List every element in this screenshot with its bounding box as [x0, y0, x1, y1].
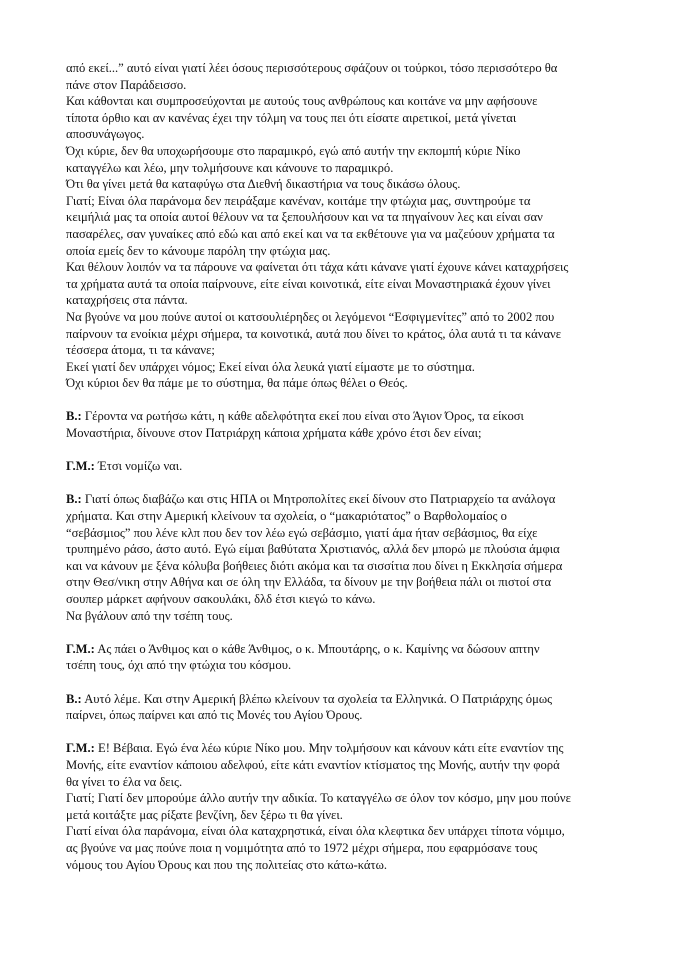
speaker-label: Β.:: [66, 492, 82, 507]
paragraph: [66, 60, 632, 392]
text-line: [66, 209, 632, 226]
line-text: κειμήλιά μας τα οποία αυτοί θέλουν να τα ξεπουλήσουν και να τα πηγαίνουν λες και είναι σαν: [66, 210, 543, 225]
line-text: πάνε στον Παράδεισσο.: [66, 77, 187, 92]
text-line: [66, 707, 632, 724]
text-line: [66, 558, 632, 575]
text-line: [66, 176, 632, 193]
paragraph-gap: [66, 724, 632, 741]
line-text: και να κάνουν με ξένα κόλυβα βοήθειες διότι ακόμα και τα σισσίτια που δίνει η Εκκλησία σήμερα: [66, 558, 563, 573]
line-text: Ότι θα γίνει μετά θα καταφύγω στα Διεθνή δικαστήρια να τους δικάσω όλους.: [66, 177, 461, 192]
text-line: [66, 857, 632, 874]
line-text: Και κάθονται και συμπροσεύχονται με αυτούς τους ανθρώπους και κοιτάνε να μην αφήσουνε: [66, 94, 538, 109]
document-body: [66, 60, 632, 873]
line-text: από εκεί...” αυτό είναι γιατί λέει όσους περισσότερους σφάζουν οι τούρκοι, τόσο περισσότερο θα: [66, 61, 558, 75]
text-line: [66, 823, 632, 840]
text-line: [66, 807, 632, 824]
text-line: [66, 93, 632, 110]
line-text: ας βγούνε να μας πούνε ποια η νομιμότητα από το 1972 μέχρι σήμερα, που εφαρμόσανε τους: [66, 840, 538, 855]
line-text: Εκεί γιατί δεν υπάρχει νόμος; Εκεί είναι όλα λευκά γιατί είμαστε με το σύστημα.: [66, 359, 475, 374]
text-line: [66, 641, 632, 658]
text-line: [66, 126, 632, 143]
text-line: [66, 425, 632, 442]
text-line: [66, 657, 632, 674]
line-text: Μονής, είτε εναντίον κάποιου αδελφού, είτε κάτι εναντίον κτίσματος της Μονής, αυτήν την φορά: [66, 757, 560, 772]
text-line: [66, 276, 632, 293]
paragraph-gap: [66, 475, 632, 492]
text-line: [66, 591, 632, 608]
text-line: [66, 193, 632, 210]
paragraph: [66, 458, 632, 475]
line-text: καταγγέλω και λέω, μην τολμήσουνε και κάνουνε το παραμικρό.: [66, 160, 394, 175]
paragraph: [66, 408, 632, 441]
text-line: [66, 226, 632, 243]
text-line: [66, 292, 632, 309]
paragraph: [66, 641, 632, 674]
speaker-label: Γ.Μ.:: [66, 459, 95, 474]
paragraph-gap: [66, 624, 632, 641]
line-text: Ε! Βέβαια. Εγώ ένα λέω κύριε Νίκο μου. Μην τολμήσουν και κάνουν κάτι είτε εναντίον της: [94, 741, 564, 756]
paragraph: [66, 491, 632, 624]
text-line: [66, 309, 632, 326]
text-line: [66, 243, 632, 260]
line-text: Γιατί είναι όλα παράνομα, είναι όλα καταχρηστικά, είναι όλα κλεφτικα δεν υπάρχει τίποτα νόμιμο,: [66, 824, 565, 839]
text-line: [66, 740, 632, 757]
line-text: Γιατί; Είναι όλα παράνομα δεν πειράξαμε κανέναν, κοιτάμε την φτώχια μας, συντηρούμε τα: [66, 193, 531, 208]
line-text: Γέροντα να ρωτήσω κάτι, η κάθε αδελφότητα εκεί που είναι στο Άγιον Όρος, τα είκοσι: [81, 409, 524, 424]
line-text: Ας πάει ο Άνθιμος και ο κάθε Άνθιμος, ο κ. Μπουτάρης, ο κ. Καμίνης να δώσουν απτην: [94, 641, 540, 656]
line-text: Και θέλουν λοιπόν να τα πάρουνε να φαίνεται ότι τάχα κάτι κάνανε γιατί έχουνε κάνει καταχρήσεις: [66, 260, 569, 275]
line-text: τα χρήματα αυτά τα οποία παίρνουνε, είτε είναι κοινοτικά, είτε είναι Μοναστηριακά έχουν γίνει: [66, 276, 551, 291]
text-line: [66, 491, 632, 508]
line-text: πασαρέλες, σαν γυναίκες από εδώ και από εκεί και να τα εκθέτουνε για να μαζεύουν χρήματα τα: [66, 226, 555, 241]
text-line: [66, 840, 632, 857]
text-line: [66, 574, 632, 591]
text-line: [66, 342, 632, 359]
line-text: παίρνουν τα ενοίκια μέχρι σήμερα, τα κοινοτικά, αυτά που δίνει το κράτος, όλα αυτά τι τα κάνανε: [66, 326, 562, 341]
speaker-label: Γ.Μ.:: [66, 641, 95, 656]
line-text: σουπερ μάρκετ αφήνουν σακουλάκι, δλδ έτσι κιεγώ το κάνω.: [66, 592, 376, 606]
line-text: καταχρήσεις στα πάντα.: [66, 293, 188, 308]
line-text: Να βγούνε να μου πούνε αυτοί οι κατσουλιέρηδες οι λεγόμενοι “Εσφιγμενίτες” από το 2002 που: [66, 309, 555, 324]
speaker-label: Β.:: [66, 691, 82, 706]
text-line: [66, 77, 632, 94]
paragraph: [66, 740, 632, 873]
text-line: [66, 458, 632, 475]
text-line: [66, 110, 632, 127]
line-text: στην Θεσ/νικη στην Αθήνα και σε όλη την Ελλάδα, τα δίνουν με την βοήθεια πάλι οι πιστοί στα: [66, 575, 552, 590]
text-line: [66, 508, 632, 525]
paragraph: [66, 691, 632, 724]
line-text: παίρνει, όπως παίρνει και από τις Μονές του Αγίου Όρους.: [66, 708, 363, 723]
text-line: [66, 326, 632, 343]
text-line: [66, 408, 632, 425]
line-text: μετά κοιτάξτε μας ρίξατε βενζίνη, δεν ξέρω τι θα γίνει.: [66, 807, 343, 822]
line-text: νόμους του Αγίου Όρους και που της πολιτείας στο κάτω-κάτω.: [66, 857, 388, 872]
speaker-label: Γ.Μ.:: [66, 741, 95, 756]
line-text: Έτσι νομίζω ναι.: [94, 459, 183, 474]
text-line: [66, 160, 632, 177]
line-text: τρυπημένο ράσο, άστο αυτό. Εγώ είμαι βαθύτατα Χριστιανός, αλλά δεν μπορώ με πλούσια άμφια: [66, 542, 560, 557]
text-line: [66, 143, 632, 160]
line-text: Να βγάλουν από την τσέπη τους.: [66, 608, 233, 623]
text-line: [66, 691, 632, 708]
text-line: [66, 541, 632, 558]
text-line: [66, 757, 632, 774]
line-text: Αυτό λέμε. Και στην Αμερική βλέπω κλείνουν τα σχολεία τα Ελληνικά. Ο Πατριάρχης όμως: [81, 691, 553, 706]
line-text: τσέπη τους, όχι από την φτώχια του κόσμου.: [66, 658, 292, 673]
text-line: [66, 60, 632, 77]
line-text: αποσυνάγωγος.: [66, 127, 145, 142]
line-text: Γιατί; Γιατί δεν μπορούμε άλλο αυτήν την αδικία. Το καταγγέλω σε όλον τον κόσμο, μην μου πούνε: [66, 791, 571, 806]
line-text: “σεβάσμιος” που λένε κλπ που δεν τον λέω εγώ σεβάσμιο, γιατί άμα ήταν σεβάσμιος, θα είχε: [66, 525, 538, 540]
line-text: Όχι κύριε, δεν θα υποχωρήσουμε στο παραμικρό, εγώ από αυτήν την εκπομπή κύριε Νίκο: [66, 143, 521, 158]
line-text: θα γίνει το έλα να δεις.: [66, 774, 183, 789]
line-text: Όχι κύριοι δεν θα πάμε με το σύστημα, θα πάμε όπως θέλει ο Θεός.: [66, 376, 408, 391]
line-text: Γιατί όπως διαβάζω και στις ΗΠΑ οι Μητροπολίτες εκεί δίνουν στο Πατριαρχείο τα ανάλογα: [81, 492, 556, 507]
speaker-label: Β.:: [66, 409, 82, 424]
line-text: οποία εμείς δεν το κάνουμε παρόλη την φτώχια μας.: [66, 243, 331, 258]
line-text: τέσσερα άτομα, τι τα κάνανε;: [66, 343, 215, 358]
text-line: [66, 608, 632, 625]
line-text: τίποτα όρθιο και αν κανένας έχει την τόλμη να τους πει ότι είσατε αιρετικοί, μετά γίνεται: [66, 110, 517, 125]
paragraph-gap: [66, 674, 632, 691]
line-text: χρήματα. Και στην Αμερική κλείνουν τα σχολεία, ο “μακαριότατος” ο Βαρθολομαίος ο: [66, 509, 507, 524]
text-line: [66, 259, 632, 276]
paragraph-gap: [66, 442, 632, 459]
text-line: [66, 525, 632, 542]
text-line: [66, 375, 632, 392]
paragraph-gap: [66, 392, 632, 409]
text-line: [66, 774, 632, 791]
line-text: Μοναστήρια, δίνουνε στον Πατριάρχη κάποια χρήματα κάθε χρόνο έτσι δεν είναι;: [66, 426, 482, 441]
text-line: [66, 790, 632, 807]
text-line: [66, 359, 632, 376]
